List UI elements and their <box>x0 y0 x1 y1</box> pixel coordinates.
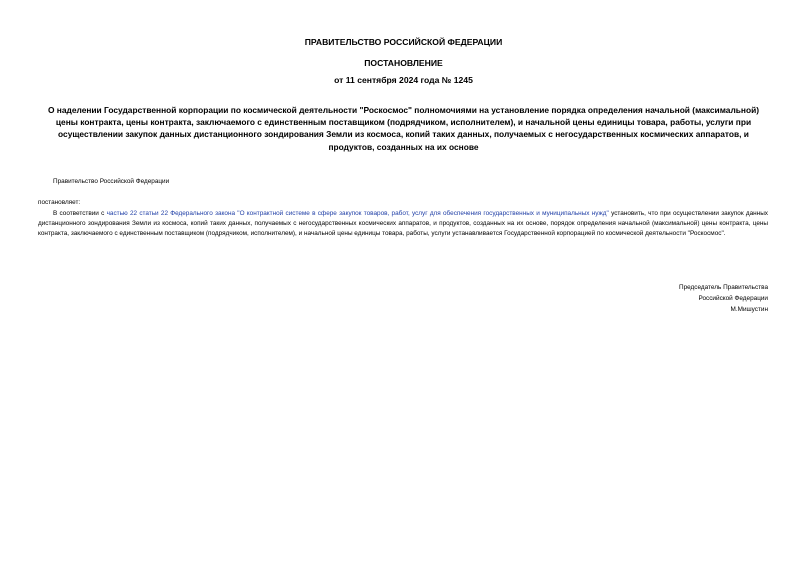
paragraph-rest: установить, что при осуществлении закупок данных дистанционного зондирования Земли из космоса, копий таких данных, получаемых с негосударственных космических аппаратов, и продуктов, созданных на их основе, порядок определения начальной (максимальной) цены контракта, цены контракта, заключаемого с единственным поставщиком (подрядчиком, исполнителем), и начальной цены единицы товара, работы, услуги устанавливается Государственной корпорацией по космической деятельности "Роскосмос". <box>38 210 768 237</box>
signatory-name: М.Мишустин <box>730 306 768 313</box>
body-paragraph <box>38 209 768 239</box>
signatory-title: Председатель Правительства <box>679 284 768 291</box>
resolves-line: постановляет: <box>38 199 81 206</box>
document-title: О наделении Государственной корпорации по космической деятельности "Роскосмос" полномочиями на установление порядка определения начальной (максимальной) цены контракта, цены контракта, заключаемого с единственным поставщиком (подрядчиком, исполнителем), и начальной цены единицы товара, работы, услуги при осуществлении закупок данных дистанционного зондирования Земли из космоса, копий таких данных, получаемых с негосударственных космических аппаратов, и продуктов, созданных на их основе <box>47 105 760 152</box>
date-and-number: от 11 сентября 2024 года № 1245 <box>334 75 473 85</box>
signatory-subtitle: Российской Федерации <box>698 295 768 302</box>
paragraph-intro: В соответствии с <box>53 210 107 217</box>
signature-block <box>679 282 768 315</box>
government-heading: ПРАВИТЕЛЬСТВО РОССИЙСКОЙ ФЕДЕРАЦИИ <box>304 37 503 47</box>
issuer-line: Правительство Российской Федерации <box>53 178 170 185</box>
law-link[interactable]: частью 22 статьи 22 Федерального закона "О контрактной системе в сфере закупок товаров, работ, услуг для обеспечения государственных и муниципальных нужд" <box>106 210 609 217</box>
document-type: ПОСТАНОВЛЕНИЕ <box>364 58 443 68</box>
